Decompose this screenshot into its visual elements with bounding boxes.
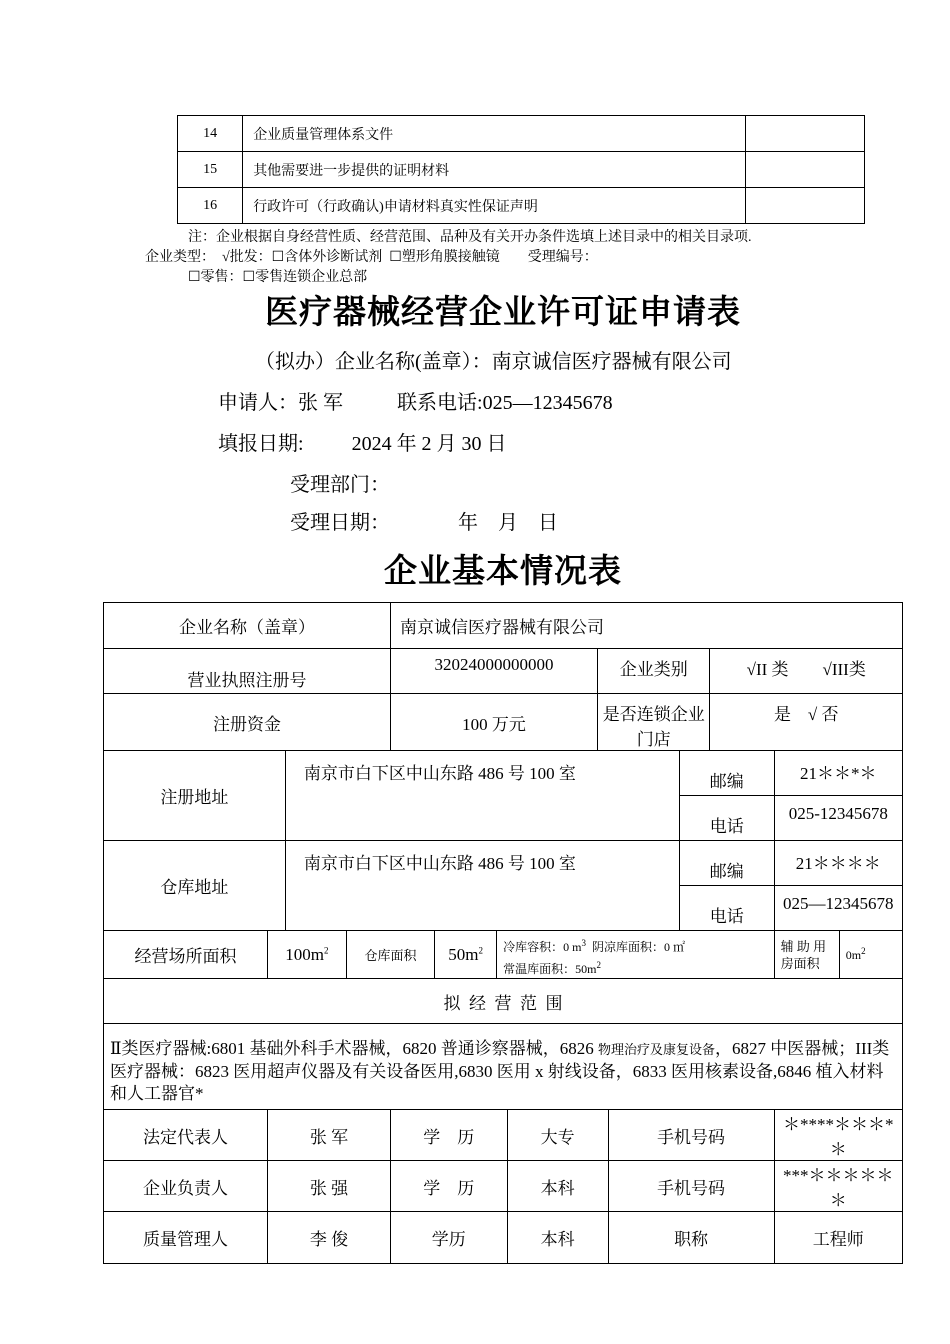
item-check-cell: [745, 116, 864, 152]
table-row: [104, 751, 903, 796]
basic-info-title: 企业基本情况表: [384, 554, 622, 590]
phone-value: ***＊＊＊＊＊＊: [774, 1161, 902, 1212]
table-row: [104, 979, 903, 1024]
wh-area-value: $50m^2$: [435, 931, 497, 979]
capital-label: 注册资金: [104, 694, 391, 751]
table-row: [104, 1212, 903, 1264]
cool-storage: 阴凉库面积：0 ㎡: [591, 940, 685, 954]
education-value: 本科: [507, 1161, 608, 1212]
retail-line: ☐零售：☐零售连锁企业总部: [188, 270, 368, 285]
education-label: 学历: [390, 1212, 507, 1264]
enterprise-type-line: 企业类型： √批发：☐含体外诊断试剂 ☐塑形角膜接触镜 受理编号：: [145, 250, 598, 265]
table-row: [104, 1110, 903, 1161]
license-value: 32024000000000: [390, 649, 597, 694]
reg-addr-label: 注册地址: [104, 751, 286, 841]
table-row: [178, 188, 865, 224]
form-title: 医疗器械经营企业许可证申请表: [265, 295, 741, 331]
item-number: 14: [178, 116, 243, 152]
title-value: 工程师: [774, 1212, 902, 1264]
role-label: 法定代表人: [104, 1110, 268, 1161]
fill-date-label: 填报日期:: [218, 433, 304, 455]
applicant-line: [218, 386, 613, 415]
item-number: 16: [178, 188, 243, 224]
item-number: 15: [178, 152, 243, 188]
aux-area-label: 辅 助 用房面积: [774, 931, 839, 979]
item-check-cell: [745, 188, 864, 224]
scope-label: 拟 经 营 范 围: [104, 979, 903, 1024]
wh-addr-label: 仓库地址: [104, 841, 286, 931]
area-label: 经营场所面积: [104, 931, 268, 979]
table-row: [104, 931, 903, 979]
scope-content: Ⅱ类医疗器械:6801 基础外科手术器械，6820 普通诊察器械，6826 物理治疗及康复设备，6827 中医器械；III类医疗器械：6823 医用超声仪器及有关设备医用,6830 医用 x 射线设备，6833 医用核素设备,6846 植入材料和人工器官*: [104, 1024, 903, 1110]
education-value: 本科: [507, 1212, 608, 1264]
category-label: 企业类别: [598, 649, 710, 694]
person-name: 张 军: [268, 1110, 391, 1161]
reg-zip-label: 邮编: [680, 751, 775, 796]
accept-date-label: 受理日期：: [290, 512, 390, 534]
education-label: 学 历: [390, 1161, 507, 1212]
person-name: 李 俊: [268, 1212, 391, 1264]
reg-zip-value: 21＊＊*＊: [774, 751, 902, 796]
education-label: 学 历: [390, 1110, 507, 1161]
chain-label: 是否连锁企业门店: [598, 694, 710, 751]
phone-label: 手机号码: [608, 1161, 774, 1212]
table-row: [178, 152, 865, 188]
wh-tel-value: 025—12345678: [774, 886, 902, 931]
item-check-cell: [745, 152, 864, 188]
phone-label: 联系电话:: [397, 392, 483, 414]
cold-storage: 冷库容积：0 $m^3$: [503, 938, 586, 954]
license-label: 营业执照注册号: [104, 649, 391, 694]
company-line: （拟办）企业名称(盖章）：南京诚信医疗器械有限公司: [255, 351, 732, 373]
capital-value: 100 万元: [390, 694, 597, 751]
checklist-note: 注：企业根据自身经营性质、经营范围、品种及有关开办条件选填上述目录中的相关目录项.: [188, 230, 752, 245]
phone-value: ＊****＊＊＊*＊: [774, 1110, 902, 1161]
document-checklist-table: [177, 115, 865, 224]
education-value: 大专: [507, 1110, 608, 1161]
wh-area-label: 仓库面积: [346, 931, 434, 979]
accept-date-line: [290, 506, 558, 535]
applicant-label: 申请人：: [218, 392, 298, 414]
title-label: 职称: [608, 1212, 774, 1264]
item-text: 其他需要进一步提供的证明材料: [243, 152, 745, 188]
wh-tel-label: 电话: [680, 886, 775, 931]
role-label: 企业负责人: [104, 1161, 268, 1212]
company-name-label: 企业名称（盖章）: [104, 603, 391, 649]
applicant-name: 张 军: [298, 392, 343, 414]
wh-addr-value: 南京市白下区中山东路 486 号 100 室: [285, 841, 679, 931]
role-label: 质量管理人: [104, 1212, 268, 1264]
table-row: [104, 694, 903, 751]
table-row: [178, 116, 865, 152]
person-name: 张 强: [268, 1161, 391, 1212]
phone-value: 025—12345678: [482, 392, 613, 414]
storage-detail: [497, 931, 774, 979]
accept-dept-label: 受理部门：: [290, 474, 390, 496]
reg-addr-value: 南京市白下区中山东路 486 号 100 室: [285, 751, 679, 841]
table-row: [104, 649, 903, 694]
aux-area-value: $0m^2$: [839, 931, 902, 979]
reg-tel-label: 电话: [680, 796, 775, 841]
category-value: √II 类 √III类: [710, 649, 903, 694]
table-row: [104, 1024, 903, 1110]
wh-zip-value: 21＊＊＊＊: [774, 841, 902, 886]
item-text: 企业质量管理体系文件: [243, 116, 745, 152]
table-row: [104, 603, 903, 649]
chain-value: 是 √ 否: [710, 694, 903, 751]
company-name-value: 南京诚信医疗器械有限公司: [390, 603, 902, 649]
table-row: [104, 841, 903, 886]
normal-storage: 常温库面积：$50m^2$: [503, 960, 601, 976]
basic-info-table: [103, 602, 903, 1264]
wh-zip-label: 邮编: [680, 841, 775, 886]
phone-label: 手机号码: [608, 1110, 774, 1161]
reg-tel-value: 025-12345678: [774, 796, 902, 841]
fill-date-value: 2024 年 2 月 30 日: [351, 433, 507, 455]
accept-date-value: 年 月 日: [458, 512, 558, 534]
area-value: $100m^2$: [268, 931, 347, 979]
item-text: 行政许可（行政确认)申请材料真实性保证声明: [243, 188, 745, 224]
table-row: [104, 1161, 903, 1212]
fill-date-line: [218, 427, 507, 456]
